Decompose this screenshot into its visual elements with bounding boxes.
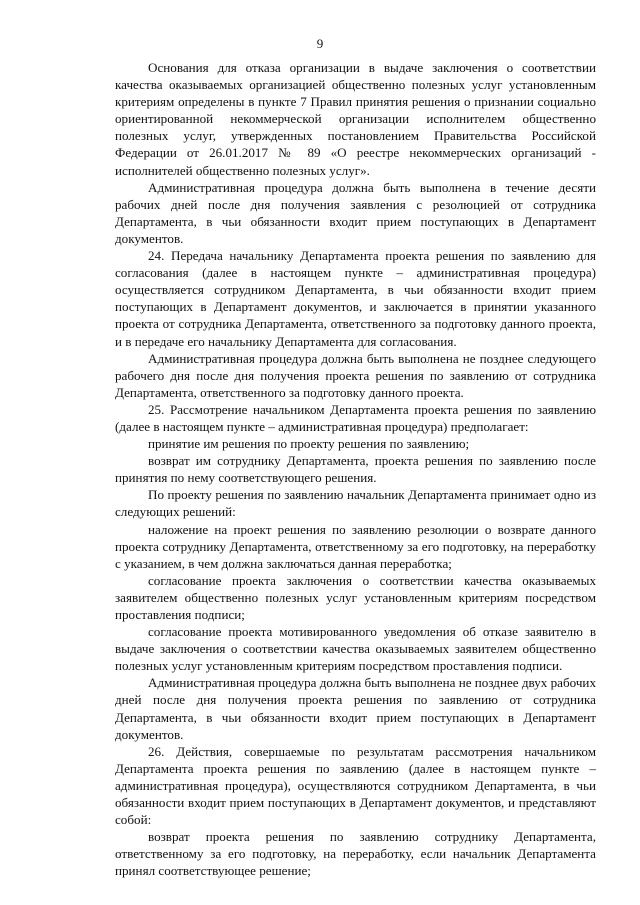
paragraph-item-25: 25. Рассмотрение начальником Департамента проекта решения по заявлению (далее в настоящем пункте – административная процедура) предполагает: [115, 401, 596, 434]
paragraph-next-day-deadline: Административная процедура должна быть выполнена не позднее следующего рабочего дня после дня получения проекта решения по заявлению от сотрудника Департамента, ответственного за подготовку данного проекта. [115, 350, 596, 400]
paragraph-decisions-intro: По проекту решения по заявлению начальник Департамента принимает одно из следующих решений: [115, 487, 596, 520]
paragraph-return-project: возврат им сотруднику Департамента, проекта решения по заявлению после принятия по нему соответствующего решения. [115, 453, 596, 486]
document-body [115, 59, 596, 880]
paragraph-accept-decision: принятие им решения по проекту решения по заявлению; [148, 436, 470, 452]
paragraph-ten-days-deadline: Административная процедура должна быть выполнена в течение десяти рабочих дней после дня получения заявления с резолюцией от сотрудника Департамента, в чьи обязанности входит прием поступающих в Департамент документов. [115, 179, 596, 246]
paragraph-item-24: 24. Передача начальнику Департамента проекта решения по заявлению для согласования (далее в настоящем пункте – административная процедура) осуществляется сотрудником Департамента, в чьи обязанности входит прием поступающих в Департамент документов, и заключается в принятии указанного проекта от сотрудника Департамента, ответственного за подготовку данного проекта, и в передаче его начальнику Департамента для согласования. [115, 248, 596, 349]
paragraph-two-days-deadline: Административная процедура должна быть выполнена не позднее двух рабочих дней после дня получения проекта решения по заявлению от сотрудника Департамента, в чьи обязанности входит прием поступающих в Департамент документов. [115, 675, 596, 742]
paragraph-item-26: 26. Действия, совершаемые по результатам рассмотрения начальником Департамента проекта решения по заявлению (далее в настоящем пункте – административная процедура), осуществляются сотрудником Департамента, в чьи обязанности входит прием поступающих в Департамент документов, и представляют собой: [115, 743, 596, 828]
page-number: 9 [316, 36, 324, 51]
paragraph-approve-conclusion: согласование проекта заключения о соответствии качества оказываемых заявителем общественно полезных услуг установленным критериям посредством проставления подписи; [115, 572, 596, 622]
paragraph-resolution-return: наложение на проект решения по заявлению резолюции о возврате данного проекта сотруднику Департамента, ответственному за его подготовку, на переработку с указанием, в чем должна заключаться данная переработка; [115, 521, 596, 571]
paragraph-return-for-rework: возврат проекта решения по заявлению сотруднику Департамента, ответственному за его подготовку, на переработку, если начальник Департамента принял соответствующее решение; [115, 829, 596, 879]
paragraph-refusal-grounds: Основания для отказа организации в выдаче заключения о соответствии качества оказываемых организацией общественно полезных услуг установленным критериям определены в пункте 7 Правил принятия решения о признании социально ориентированной некоммерческой организации исполнителем общественно полезных услуг, утвержденных постановлением Правительства Российской Федерации от 26.01.2017 № 89 «О реестре некоммерческих организаций - исполнителей общественно полезных услуг». [115, 60, 596, 178]
paragraph-approve-refusal: согласование проекта мотивированного уведомления об отказе заявителю в выдаче заключения о соответствии качества оказываемых заявителем общественно полезных услуг установленным критериям посредством проставления подписи. [115, 624, 596, 674]
